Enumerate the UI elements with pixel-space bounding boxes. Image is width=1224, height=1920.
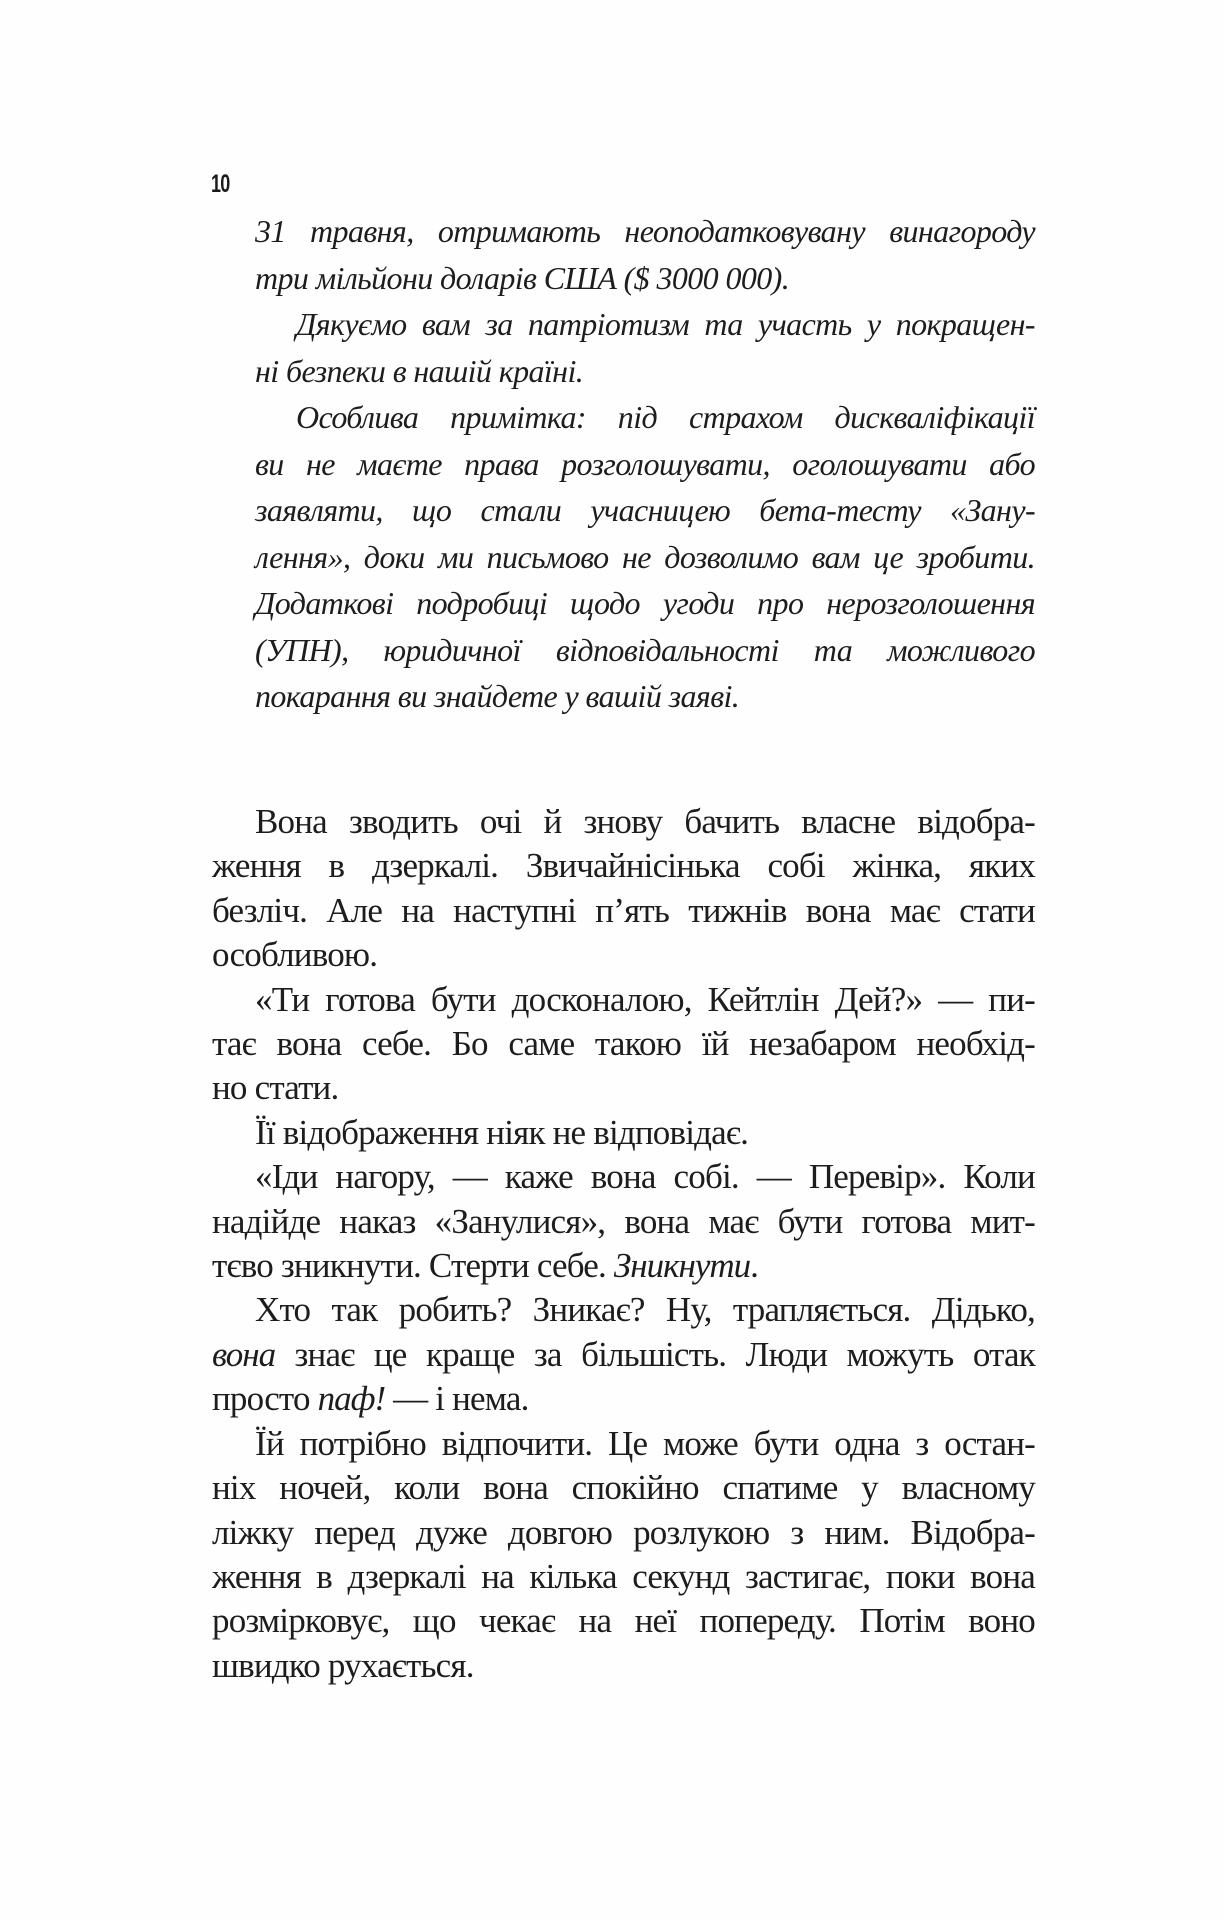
italic-letter-excerpt [255,208,1035,720]
emphasized-text: вона [212,1334,276,1374]
text-run: швидко рухається. [212,1645,474,1685]
body-line [212,1599,1035,1643]
letter-line: заявляти, що стали учасницею бета-тесту «Зану- [255,492,1035,528]
letter-line: ви не маєте права розголошувати, оголошувати або [255,445,1035,482]
body-line [212,1555,1035,1599]
text-run: . [750,1246,759,1286]
body-line [212,1200,1035,1244]
body-line [212,889,1035,933]
text-run: ження в дзеркалі. Звичайнісінька собі жінка, яких [212,846,1035,886]
text-run: просто [212,1379,318,1419]
page-number: 10 [211,170,230,198]
body-line [212,844,1035,888]
text-run: безліч. Але на наступні п’ять тижнів вона має стати [212,890,1035,930]
body-line [212,1288,1035,1332]
text-run: розмірковує, що чекає на неї попереду. Потім воно [212,1601,1035,1641]
text-run: тає вона себе. Бо саме такою їй незабаром необхід- [212,1024,1035,1064]
letter-line: (УПН), юридичної відповідальності та можливого [255,631,1035,668]
body-line [212,1333,1035,1377]
letter-line: 31 травня, отримають неоподатковувану винагороду [255,213,1035,249]
emphasized-text: Зникнути [613,1246,751,1286]
body-line [212,1644,1035,1688]
text-run: тєво зникнути. Стерти себе. [212,1246,614,1286]
text-run: Їй потрібно відпочити. Це може бути одна з остан- [255,1423,1035,1463]
body-line [212,1111,1035,1155]
body-line [212,1022,1035,1066]
text-run: Її відображення ніяк не відповідає. [255,1112,749,1152]
text-run: — і нема. [385,1379,529,1419]
letter-line: лення», доки ми письмово не дозволимо вам це зробити. [255,538,1035,575]
text-run: надійде наказ «Занулися», вона має бути готова мит- [212,1201,1035,1241]
text-run: но стати. [212,1068,339,1108]
body-line [212,1244,1035,1288]
body-line [212,1066,1035,1110]
body-text [212,800,1035,1688]
letter-line: ні безпеки в нашій країні. [255,352,584,389]
text-run: Хто так робить? Зникає? Ну, трапляється. Дідько, [255,1290,1035,1330]
body-line [212,1377,1035,1421]
body-line [212,1155,1035,1199]
letter-line: Дякуємо вам за патріотизм та участь у покращен- [296,306,1035,342]
letter-line: три мільйони доларів США ($ 3000 000). [255,259,790,296]
text-run: особливою. [212,935,378,975]
text-run: знає це краще за більшість. Люди можуть отак [275,1334,1035,1374]
letter-line: Особлива примітка: під страхом дискваліфікації [296,399,1035,435]
text-run: ження в дзеркалі на кілька секунд застигає, поки вона [212,1556,1035,1596]
letter-line: Додаткові подробиці щодо угоди про нерозголошення [255,585,1035,621]
emphasized-text: паф! [317,1379,386,1419]
text-run: «Ти готова бути досконалою, Кейтлін Дей?» — пи- [255,979,1035,1019]
text-run: ніх ночей, коли вона спокійно спатиме у власному [212,1468,1035,1508]
body-line [212,1466,1035,1510]
body-line [212,978,1035,1022]
text-run: «Іди нагору, — каже вона собі. — Перевір». Коли [255,1157,1035,1197]
body-line [212,933,1035,977]
body-line [212,1511,1035,1555]
text-run: Вона зводить очі й знову бачить власне відобра- [255,802,1035,841]
letter-line: покарання ви знайдете у вашій заяві. [255,678,740,714]
body-line [212,800,1035,844]
body-line [212,1422,1035,1466]
text-run: ліжку перед дуже довгою розлукою з ним. Відобра- [212,1512,1035,1552]
